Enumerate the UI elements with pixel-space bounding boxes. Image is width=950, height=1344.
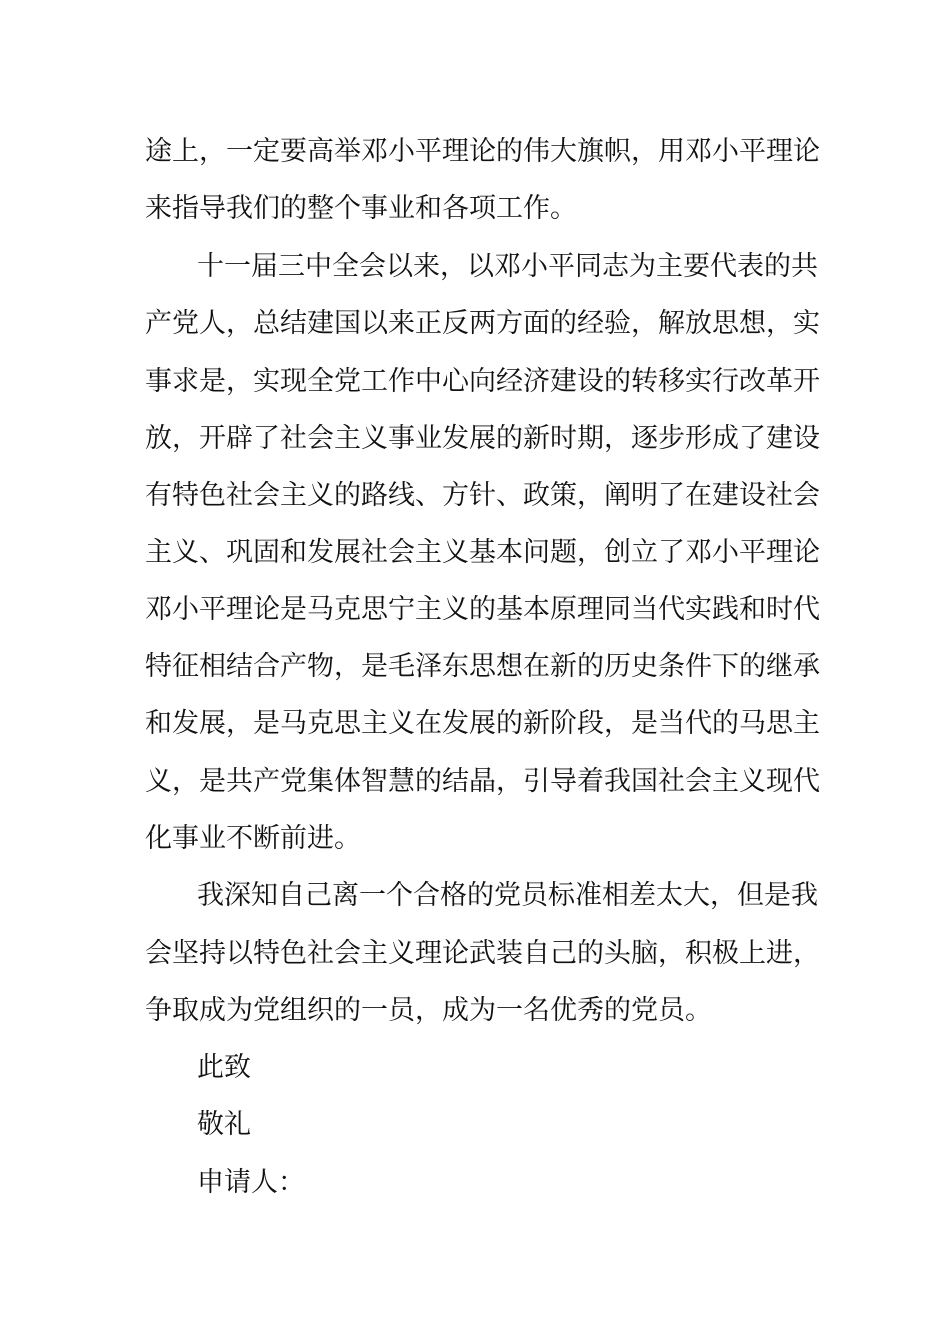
applicant-label: 申请人： (197, 1167, 305, 1198)
paragraph-line: 放，开辟了社会主义事业发展的新时期，逐步形成了建设 (145, 423, 820, 454)
paragraph-line: 义，是共产党集体智慧的结晶，引导着我国社会主义现代 (145, 766, 820, 797)
closing-salutation: 此致 (197, 1052, 251, 1083)
paragraph-line: 特征相结合产物，是毛泽东思想在新的历史条件下的继承 (145, 651, 820, 682)
paragraph-line: 和发展，是马克思主义在发展的新阶段，是当代的马思主 (145, 708, 820, 739)
paragraph-line: 邓小平理论是马克思宁主义的基本原理同当代实践和时代 (145, 594, 820, 625)
paragraph-line: 我深知自己离一个合格的党员标准相差太大，但是我 (197, 880, 818, 911)
paragraph-line: 争取成为党组织的一员，成为一名优秀的党员。 (145, 995, 712, 1026)
closing-regards: 敬礼 (197, 1109, 251, 1140)
paragraph-line: 十一届三中全会以来，以邓小平同志为主要代表的共 (197, 251, 818, 282)
paragraph-line: 主义、巩固和发展社会主义基本问题，创立了邓小平理论 (145, 537, 820, 568)
paragraph-line: 途上，一定要高举邓小平理论的伟大旗帜，用邓小平理论 (145, 136, 820, 167)
paragraph-line: 有特色社会主义的路线、方针、政策，阐明了在建设社会 (145, 480, 820, 511)
paragraph-line: 化事业不断前进。 (145, 823, 361, 854)
paragraph-line: 产党人，总结建国以来正反两方面的经验，解放思想，实 (145, 308, 820, 339)
paragraph-line: 会坚持以特色社会主义理论武装自己的头脑，积极上进， (145, 938, 820, 969)
paragraph-line: 事求是，实现全党工作中心向经济建设的转移实行改革开 (145, 366, 820, 397)
paragraph-line: 来指导我们的整个事业和各项工作。 (145, 193, 577, 224)
